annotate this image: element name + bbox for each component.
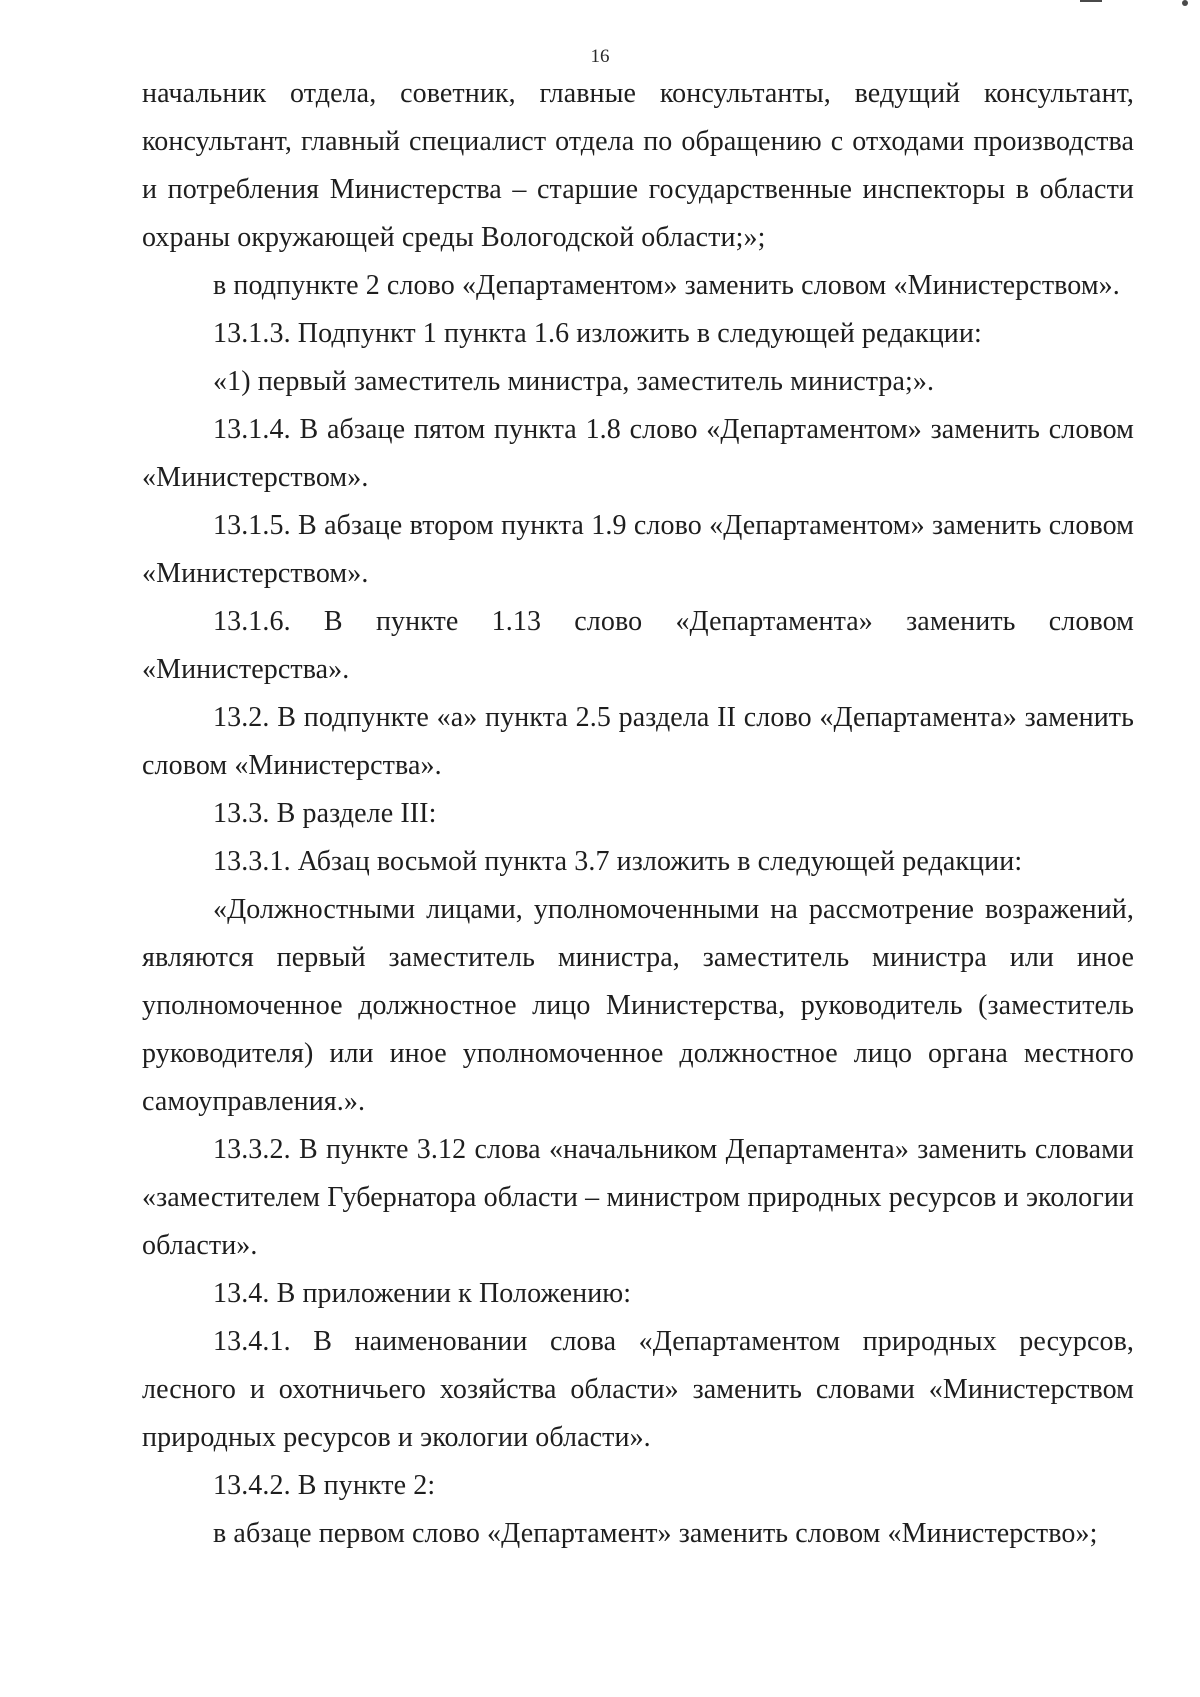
paragraph: 13.4.2. В пункте 2: <box>213 1470 436 1501</box>
document-body <box>142 70 1134 1558</box>
paragraph: 13.3. В разделе III: <box>213 798 437 829</box>
paragraph: «1) первый заместитель министра, заместитель министра;». <box>213 366 935 397</box>
paragraph: «Должностными лицами, уполномоченными на рассмотрение возражений, являются первый заместитель министра, заместитель министра или иное уполномоченное должностное лицо Министерства, руководитель (заместитель руководителя) или иное уполномоченное должностное лицо органа местного самоуправления.». <box>142 894 1134 1117</box>
paragraph: 13.1.6. В пункте 1.13 слово «Департамента» заменить словом «Министерства». <box>142 606 1134 685</box>
paragraph: 13.2. В подпункте «а» пункта 2.5 раздела II слово «Департамента» заменить словом «Министерства». <box>142 702 1134 781</box>
scan-edge-dot <box>1182 0 1188 6</box>
paragraph: 13.1.4. В абзаце пятом пункта 1.8 слово «Департаментом» заменить словом «Министерством». <box>142 414 1134 493</box>
paragraph: начальник отдела, советник, главные консультанты, ведущий консультант, консультант, главный специалист отдела по обращению с отходами производства и потребления Министерства – старшие государственные инспекторы в области охраны окружающей среды Вологодской области;»; <box>142 78 1134 253</box>
scan-edge-mark <box>1080 0 1102 2</box>
paragraph: в подпункте 2 слово «Департаментом» заменить словом «Министерством». <box>213 270 1120 301</box>
page-number: 16 <box>590 46 610 67</box>
paragraph: 13.4. В приложении к Положению: <box>213 1278 632 1309</box>
paragraph: 13.1.3. Подпункт 1 пункта 1.6 изложить в следующей редакции: <box>213 318 982 349</box>
paragraph: 13.4.1. В наименовании слова «Департаментом природных ресурсов, лесного и охотничьего хозяйства области» заменить словами «Министерством природных ресурсов и экологии области». <box>142 1326 1134 1453</box>
paragraph: 13.1.5. В абзаце втором пункта 1.9 слово «Департаментом» заменить словом «Министерством». <box>142 510 1134 589</box>
paragraph: 13.3.1. Абзац восьмой пункта 3.7 изложить в следующей редакции: <box>213 846 1023 877</box>
paragraph: в абзаце первом слово «Департамент» заменить словом «Министерство»; <box>213 1518 1098 1549</box>
paragraph: 13.3.2. В пункте 3.12 слова «начальником Департамента» заменить словами «заместителем Губернатора области – министром природных ресурсов и экологии области». <box>142 1134 1134 1261</box>
